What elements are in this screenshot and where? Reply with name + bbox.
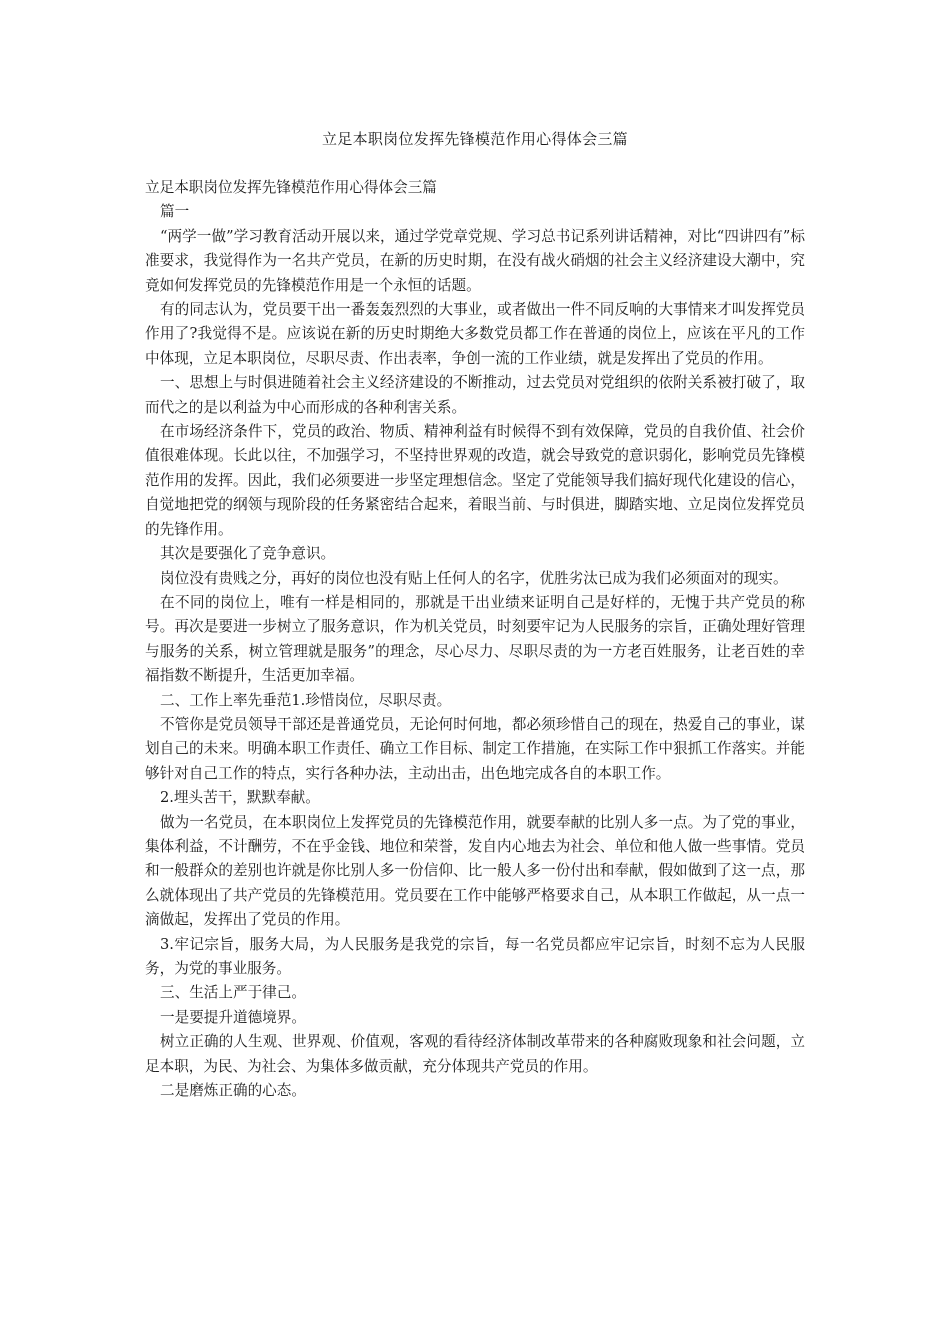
body-paragraph: 一是要提升道德境界。 — [160, 1008, 306, 1026]
body-paragraph: 二、工作上率先垂范1.珍惜岗位，尽职尽责。 — [160, 691, 452, 709]
body-paragraph: 其次是要强化了竞争意识。 — [160, 545, 336, 563]
body-paragraph: 树立正确的人生观、世界观、价值观，客观的看待经济体制改革带来的各种腐败现象和社会问题，立足本职，为民、为社会、为集体多做贡献，充分体现共产党员的作用。 — [145, 1033, 805, 1075]
body-paragraph: 一、思想上与时俱进随着社会主义经济建设的不断推动，过去党员对党组织的依附关系被打破了，取而代之的是以利益为中心而形成的各种利害关系。 — [145, 374, 805, 416]
section-heading-part-one: 篇一 — [160, 203, 190, 221]
body-paragraph: 二是磨炼正确的心态。 — [160, 1082, 306, 1100]
body-paragraph: 2.埋头苦干，默默奉献。 — [160, 789, 320, 807]
body-paragraph: “两学一做”学习教育活动开展以来，通过学党章党规、学习总书记系列讲话精神，对比“四讲四有”标准要求，我觉得作为一名共产党员，在新的历史时期，在没有战火硝烟的社会主义经济建设大潮中，究竟如何发挥党员的先锋模范作用是一个永恒的话题。 — [145, 227, 805, 294]
document-title: 立足本职岗位发挥先锋模范作用心得体会三篇 — [321, 130, 628, 148]
body-paragraph: 不管你是党员领导干部还是普通党员，无论何时何地，都必须珍惜自己的现在，热爱自己的事业，谋划自己的未来。明确本职工作责任、确立工作目标、制定工作措施，在实际工作中狠抓工作落实。并能够针对自己工作的特点，实行各种办法，主动出击，出色地完成各自的本职工作。 — [145, 715, 805, 782]
body-paragraph: 在市场经济条件下，党员的政治、物质、精神利益有时候得不到有效保障，党员的自我价值、社会价值很难体现。长此以往，不加强学习，不坚持世界观的改造，就会导致党的意识弱化，影响党员先锋模范作用的发挥。因此，我们必须要进一步坚定理想信念。坚定了党能领导我们搞好现代化建设的信心，自觉地把党的纲领与现阶段的任务紧密结合起来，着眼当前、与时俱进，脚踏实地、立足岗位发挥党员的先锋作用。 — [145, 423, 805, 538]
body-paragraph: 有的同志认为，党员要干出一番轰轰烈烈的大事业，或者做出一件不同反响的大事情来才叫发挥党员作用了?我觉得不是。应该说在新的历史时期绝大多数党员都工作在普通的岗位上，应该在平凡的工作中体现，立足本职岗位，尽职尽责、作出表率，争创一流的工作业绩，就是发挥出了党员的作用。 — [145, 301, 805, 367]
body-paragraph: 岗位没有贵贱之分，再好的岗位也没有贴上任何人的名字，优胜劣汰已成为我们必须面对的现实。 — [160, 569, 788, 587]
body-paragraph: 做为一名党员，在本职岗位上发挥党员的先锋模范作用，就要奉献的比别人多一点。为了党的事业，集体利益，不计酬劳，不在乎金钱、地位和荣誉，发自内心地去为社会、单位和他人做一些事情。党员和一般群众的差别也许就是你比别人多一份信仰、比一般人多一份付出和奉献，假如做到了这一点，那么就体现出了共产党员的先锋模范用。党员要在工作中能够严格要求自己，从本职工作做起，从一点一滴做起，发挥出了党员的作用。 — [145, 813, 805, 929]
body-paragraph: 3.牢记宗旨，服务大局，为人民服务是我党的宗旨，每一名党员都应牢记宗旨，时刻不忘为人民服务，为党的事业服务。 — [145, 935, 805, 977]
document-body — [145, 176, 805, 1103]
body-paragraph: 三、生活上严于律己。 — [160, 984, 306, 1002]
body-paragraph: 在不同的岗位上，唯有一样是相同的，那就是干出业绩来证明自己是好样的，无愧于共产党员的称号。再次是要进一步树立了服务意识，作为机关党员，时刻要牢记为人民服务的宗旨，正确处理好管理与服务的关系，树立管理就是服务”的理念，尽心尽力、尽职尽责的为一方老百姓服务，让老百姓的幸福指数不断提升，生活更加幸福。 — [145, 593, 805, 685]
document-subtitle: 立足本职岗位发挥先锋模范作用心得体会三篇 — [145, 179, 437, 196]
